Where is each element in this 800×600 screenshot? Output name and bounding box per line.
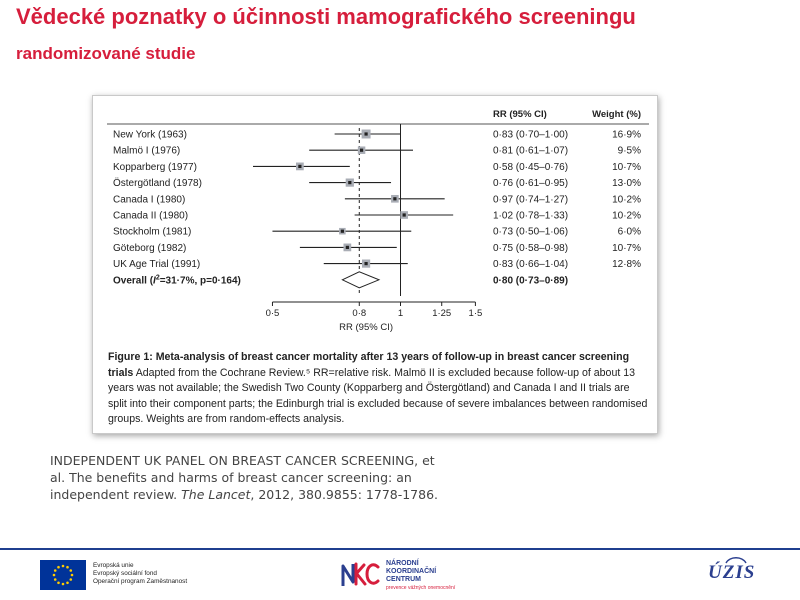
rr-value: 0·73 (0·50–1·06) <box>493 226 569 238</box>
nkc-name <box>386 560 436 584</box>
footer-divider <box>0 548 800 550</box>
weight-value: 13·0% <box>612 178 641 190</box>
rr-value: 0·81 (0·61–1·07) <box>493 145 569 157</box>
eu-star-icon <box>66 581 69 584</box>
nkc-logo-icon <box>340 558 382 590</box>
overall-diamond <box>342 272 379 288</box>
caption-title: Meta-analysis of breast cancer mortality after 13 years of follow-up in breast cancer screening trials <box>108 351 630 379</box>
study-label: UK Age Trial (1991) <box>113 259 201 271</box>
rr-value: 1·02 (0·78–1·33) <box>493 210 569 222</box>
point-estimate <box>360 149 363 152</box>
rr-value: 0·83 (0·70–1·00) <box>493 129 569 141</box>
point-estimate <box>364 132 367 135</box>
x-tick-label: 0·8 <box>352 308 367 319</box>
caption-label: Figure 1: <box>108 351 153 363</box>
eu-line: Evropský sociální fond <box>93 570 157 577</box>
weight-value: 6·0% <box>617 226 641 238</box>
reference-prefix: INDEPENDENT UK PANEL ON BREAST CANCER SCREENING, et al. The benefits and harms of breast cancer screening: an independent review. <box>50 453 435 502</box>
nkc-line: NÁRODNÍ <box>386 560 419 567</box>
eu-star-icon <box>62 565 65 568</box>
nkc-line: KOORDINAČNÍ <box>386 568 437 575</box>
point-estimate <box>298 165 301 168</box>
eu-star-icon <box>66 566 69 569</box>
rr-value: 0·76 (0·61–0·95) <box>493 178 569 190</box>
eu-line: Evropská unie <box>93 562 134 569</box>
rr-value: 0·75 (0·58–0·98) <box>493 242 569 254</box>
column-header-weight: Weight (%) <box>592 109 641 120</box>
overall-rr-value: 0·80 (0·73–0·89) <box>493 275 569 287</box>
slide-title: Vědecké poznatky o účinnosti mamografického screeningu <box>16 4 636 29</box>
eu-star-icon <box>53 574 56 577</box>
rr-value: 0·58 (0·45–0·76) <box>493 161 569 173</box>
x-tick-label: 1·25 <box>432 308 452 319</box>
reference-journal: The Lancet <box>181 487 251 502</box>
point-estimate <box>346 246 349 249</box>
study-label: Malmö I (1976) <box>113 145 181 157</box>
weight-value: 9·5% <box>617 145 641 157</box>
eu-star-icon <box>69 578 72 581</box>
overall-label: Overall ($I^2=31\cdot 7\%$, p=0·164) <box>113 274 241 287</box>
rr-value: 0·83 (0·66–1·04) <box>493 259 569 271</box>
weight-value: 10·2% <box>612 194 641 206</box>
eu-star-icon <box>62 583 65 586</box>
reference-citation <box>50 452 450 503</box>
eu-star-icon <box>71 574 74 577</box>
x-tick-label: 0·5 <box>265 308 280 319</box>
eu-star-icon <box>69 569 72 572</box>
x-tick-label: 1 <box>397 308 404 319</box>
point-estimate <box>364 262 367 265</box>
eu-flag-icon <box>40 560 86 590</box>
point-estimate <box>341 230 344 233</box>
weight-value: 16·9% <box>612 129 641 141</box>
point-estimate <box>403 213 406 216</box>
study-label: Kopparberg (1977) <box>113 161 197 173</box>
weight-value: 10·2% <box>612 210 641 222</box>
weight-value: 10·7% <box>612 242 641 254</box>
point-estimate <box>393 197 396 200</box>
study-label: Stockholm (1981) <box>113 226 192 238</box>
reference-suffix: , 2012, 380.9855: 1778-1786. <box>250 487 439 502</box>
study-label: Canada I (1980) <box>113 194 186 206</box>
rr-value: 0·97 (0·74–1·27) <box>493 194 569 206</box>
study-label: New York (1963) <box>113 129 187 141</box>
eu-star-icon <box>57 581 60 584</box>
column-header-rr: RR (95% CI) <box>493 109 547 120</box>
eu-star-icon <box>54 578 57 581</box>
uzis-logo: ÚZIS <box>708 562 756 583</box>
study-label: Östergötland (1978) <box>113 178 202 190</box>
weight-value: 12·8% <box>612 259 641 271</box>
eu-star-icon <box>54 569 57 572</box>
eu-star-icon <box>57 566 60 569</box>
slide-subtitle: randomizované studie <box>16 44 196 63</box>
eu-funding-text <box>93 562 187 586</box>
study-label: Canada II (1980) <box>113 210 189 222</box>
x-tick-label: 1·5 <box>468 308 483 319</box>
eu-line: Operační program Zaměstnanost <box>93 578 188 585</box>
study-label: Göteborg (1982) <box>113 242 187 254</box>
figure-caption <box>108 350 648 428</box>
forest-plot-figure <box>92 95 658 434</box>
point-estimate <box>348 181 351 184</box>
weight-value: 10·7% <box>612 161 641 173</box>
nkc-line: CENTRUM <box>386 576 421 583</box>
caption-body: Adapted from the Cochrane Review.⁵ RR=relative risk. Malmö II is excluded because follow-up of about 13 years was not available; the Swedish Two County (Kopparberg and Östergötland) and Canada I and II trials are split into their component parts; the Edinburgh trial is excluded because of severe imbalances between randomised groups. Weights are from random-effects analysis. <box>108 366 648 426</box>
x-axis-label: RR (95% CI) <box>339 322 394 333</box>
nkc-tagline: prevence vážných onemocnění <box>386 585 456 591</box>
